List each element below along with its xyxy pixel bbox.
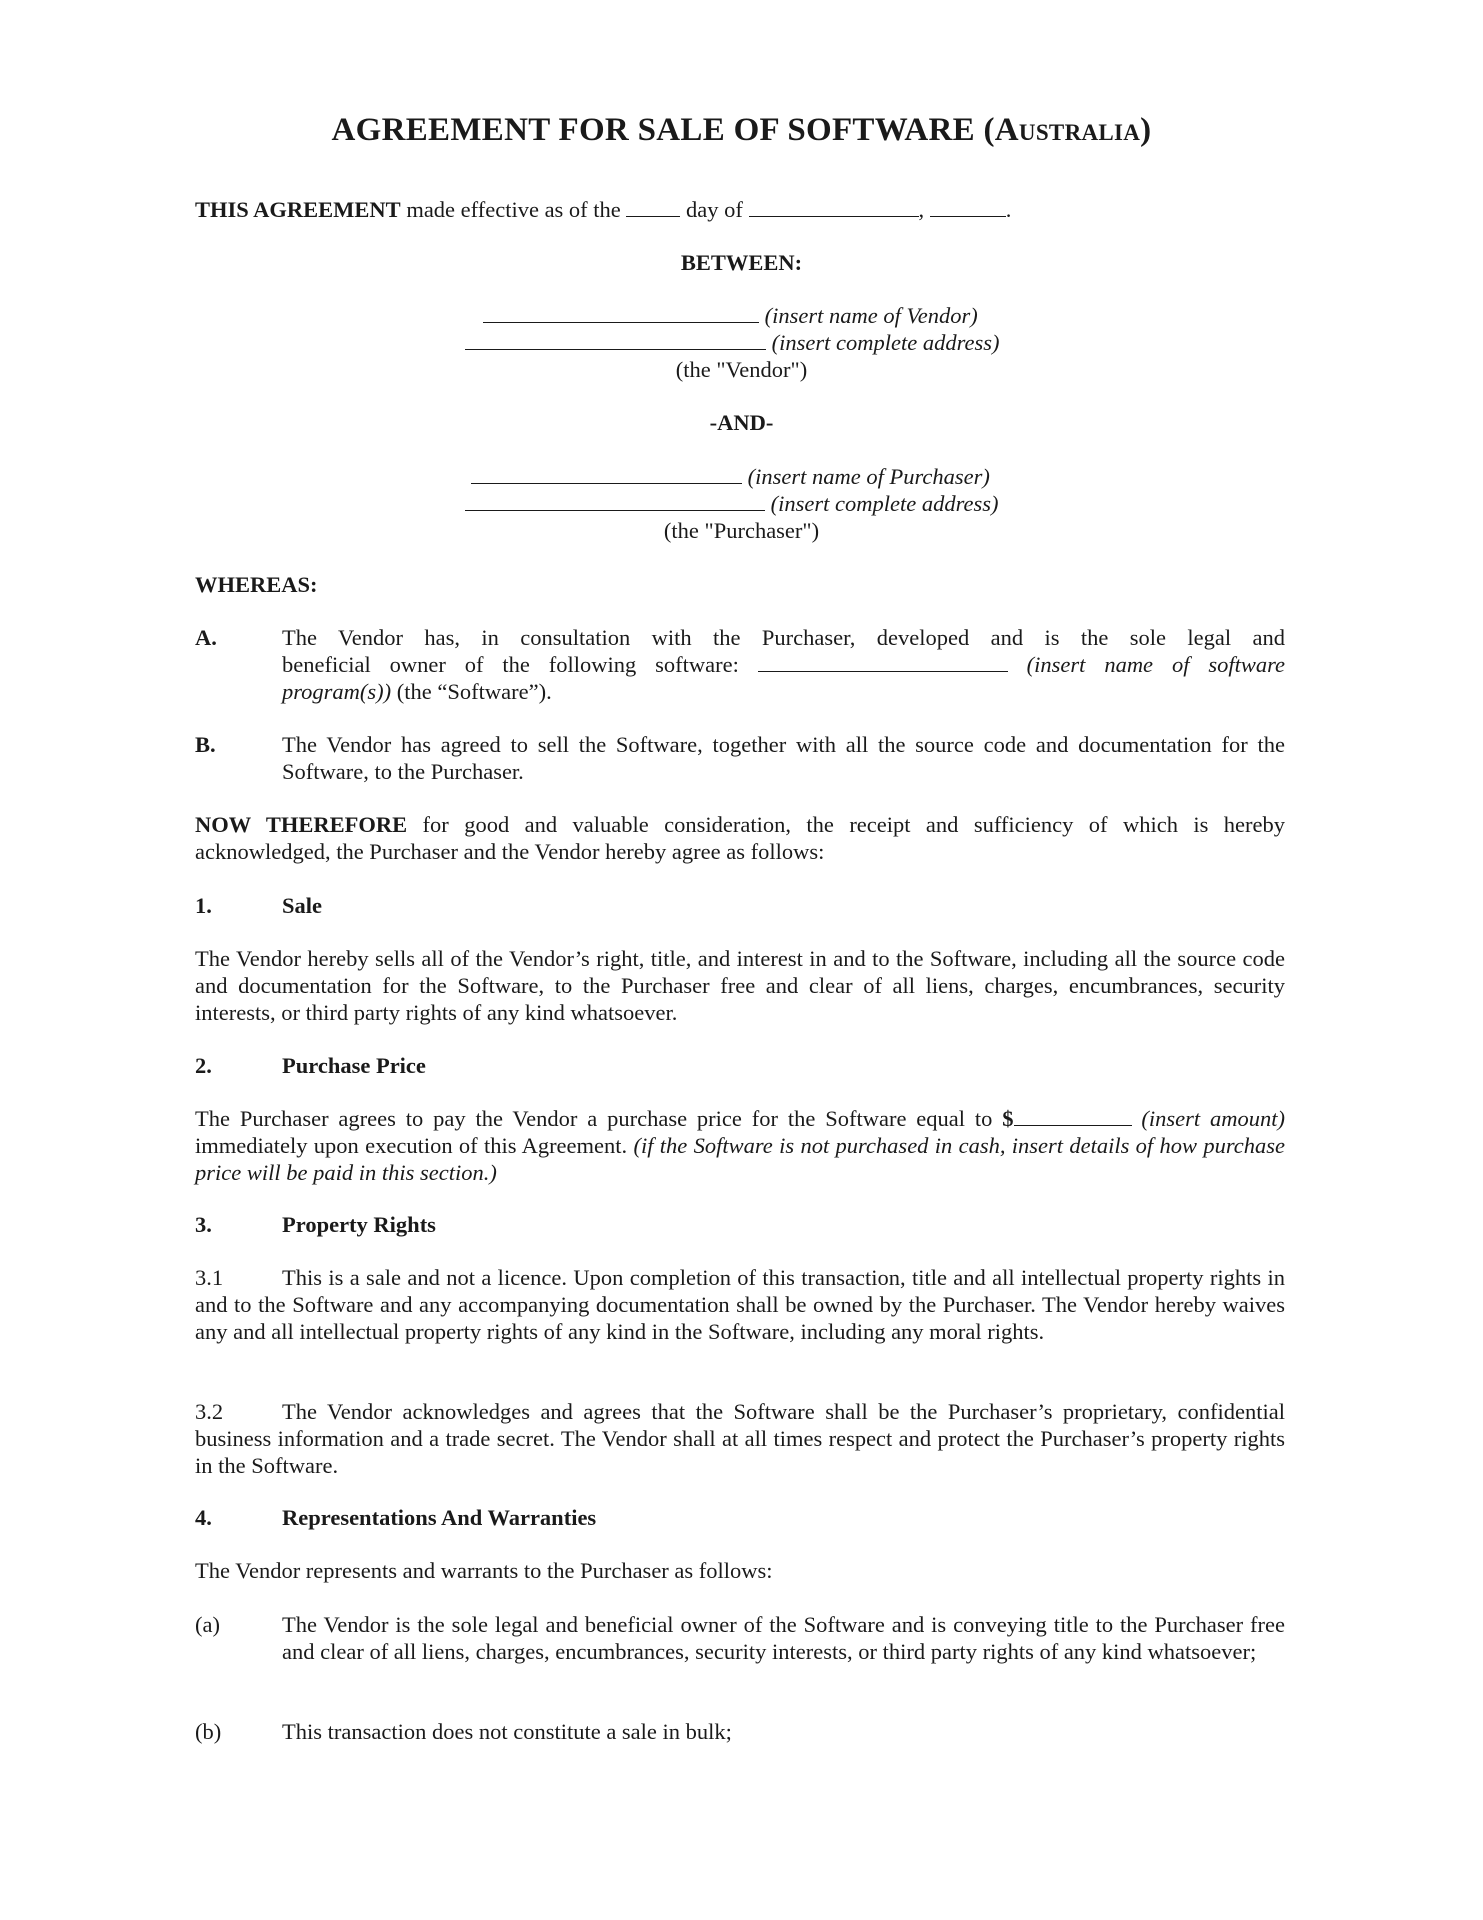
clause-3-1 bbox=[195, 1264, 1285, 1345]
clause-3-1-number: 3.1 bbox=[195, 1265, 224, 1290]
section-4-heading: Representations And Warranties bbox=[282, 1505, 597, 1530]
section-3-number: 3. bbox=[195, 1212, 212, 1237]
intro-text-1: made effective as of the bbox=[400, 197, 627, 222]
section-3-heading: Property Rights bbox=[282, 1212, 436, 1237]
recital-a-line-3 bbox=[282, 678, 1285, 705]
section-4-number: 4. bbox=[195, 1505, 212, 1530]
title-main: AGREEMENT FOR SALE OF SOFTWARE bbox=[331, 112, 975, 148]
purchaser-address-line bbox=[465, 490, 999, 517]
title-region: (Australia) bbox=[983, 112, 1152, 148]
purchaser-name-blank[interactable] bbox=[471, 463, 742, 484]
vendor-name-blank[interactable] bbox=[483, 302, 759, 323]
now-therefore-text: for good and valuable consideration, the receipt and sufficiency of which is hereby acknowledged, the Purchaser and the Vendor hereby agree as follows: bbox=[195, 812, 1286, 864]
clause-3-2-text: The Vendor acknowledges and agrees that the Software shall be the Purchaser’s proprietary, confidential business information and a trade secret. The Vendor shall at all times respect and protect the Purchaser’s property rights in the Software. bbox=[195, 1399, 1285, 1478]
software-name-blank[interactable] bbox=[758, 651, 1008, 672]
purchaser-name-line bbox=[471, 463, 990, 490]
vendor-name-line bbox=[483, 302, 978, 329]
now-therefore-lead: NOW THEREFORE bbox=[195, 812, 408, 837]
purchaser-address-blank[interactable] bbox=[465, 490, 765, 511]
vendor-alias: (the "Vendor") bbox=[675, 357, 808, 382]
section-4-intro: The Vendor represents and warrants to the Purchaser as follows: bbox=[195, 1558, 773, 1583]
section-2-text-1: The Purchaser agrees to pay the Vendor a purchase price for the Software equal to bbox=[195, 1106, 1003, 1131]
software-name-hint-1: (insert name of software bbox=[1026, 652, 1286, 677]
section-2-text-2: immediately upon execution of this Agreement. bbox=[195, 1133, 634, 1158]
day-blank[interactable] bbox=[626, 196, 680, 217]
section-1-number: 1. bbox=[195, 893, 212, 918]
recital-a-label: A. bbox=[195, 625, 217, 650]
agreement-intro bbox=[195, 196, 1011, 223]
warranty-a-text: The Vendor is the sole legal and beneficial owner of the Software and is conveying title to the Purchaser free and clear of all liens, charges, encumbrances, security interests, or third party rights of any kind whatsoever; bbox=[282, 1612, 1285, 1664]
currency-symbol: $ bbox=[1002, 1106, 1014, 1131]
recital-a-tail: (the “Software”). bbox=[391, 679, 552, 704]
warranty-b-label: (b) bbox=[195, 1719, 222, 1744]
recital-a-line-2 bbox=[282, 651, 1285, 678]
section-2-heading: Purchase Price bbox=[282, 1053, 426, 1078]
amount-hint: (insert amount) bbox=[1141, 1106, 1285, 1131]
and-separator: -AND- bbox=[709, 410, 774, 435]
recital-a-line-2-text: beneficial owner of the following software: bbox=[282, 652, 739, 677]
vendor-address-hint: (insert complete address) bbox=[771, 330, 1000, 355]
vendor-address-line bbox=[465, 329, 1000, 356]
now-therefore-paragraph bbox=[195, 811, 1285, 865]
vendor-address-blank[interactable] bbox=[465, 329, 766, 350]
clause-3-1-text: This is a sale and not a licence. Upon completion of this transaction, title and all intellectual property rights in and to the Software and any accompanying documentation shall be owned by the Purchaser. The Vendor hereby waives any and all intellectual property rights of any kind in the Software, including any moral rights. bbox=[195, 1265, 1285, 1344]
intro-text-3: , bbox=[918, 197, 930, 222]
software-name-hint-2: program(s)) bbox=[282, 679, 392, 704]
section-1-heading: Sale bbox=[282, 893, 323, 918]
warranty-a-label: (a) bbox=[195, 1612, 220, 1637]
amount-blank[interactable] bbox=[1014, 1105, 1132, 1126]
recital-a-text bbox=[282, 624, 1285, 705]
purchaser-address-hint: (insert complete address) bbox=[770, 491, 999, 516]
section-1-text: The Vendor hereby sells all of the Vendor’s right, title, and interest in and to the Software, including all the source code and documentation for the Software, to the Purchaser free and clear of all liens, charges, encumbrances, security interests, or third party rights of any kind whatsoever. bbox=[195, 946, 1285, 1025]
section-2-number: 2. bbox=[195, 1053, 212, 1078]
purchaser-name-hint: (insert name of Purchaser) bbox=[747, 464, 990, 489]
recital-b-label: B. bbox=[195, 732, 216, 757]
intro-text-2: day of bbox=[680, 197, 749, 222]
warranty-b-text: This transaction does not constitute a sale in bulk; bbox=[282, 1719, 732, 1744]
document-title bbox=[0, 110, 1483, 150]
recital-a-line-1: The Vendor has, in consultation with the Purchaser, developed and is the sole legal and bbox=[282, 625, 1285, 650]
purchaser-alias: (the "Purchaser") bbox=[663, 518, 820, 543]
year-blank[interactable] bbox=[930, 196, 1006, 217]
clause-3-2 bbox=[195, 1398, 1285, 1479]
intro-text-4: . bbox=[1005, 197, 1012, 222]
recital-b-text: The Vendor has agreed to sell the Software, together with all the source code and documentation for the Software, to the Purchaser. bbox=[282, 732, 1285, 784]
vendor-name-hint: (insert name of Vendor) bbox=[764, 303, 978, 328]
between-heading: BETWEEN: bbox=[680, 250, 803, 275]
payment-note: (if the Software is not purchased in cash, insert details of how purchase price will be paid in this section.) bbox=[195, 1133, 1285, 1185]
intro-lead: THIS AGREEMENT bbox=[195, 197, 401, 222]
clause-3-2-number: 3.2 bbox=[195, 1399, 224, 1424]
month-blank[interactable] bbox=[749, 196, 919, 217]
section-2-text bbox=[195, 1105, 1285, 1186]
whereas-heading: WHEREAS: bbox=[195, 572, 318, 597]
